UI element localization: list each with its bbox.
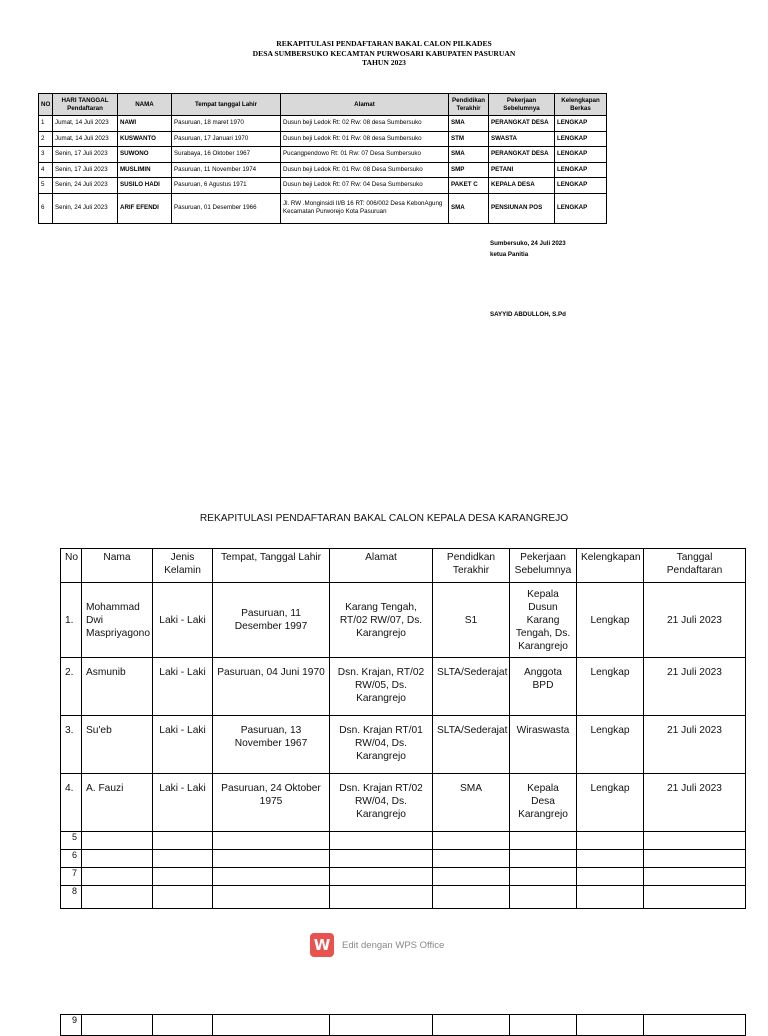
cell: SMA <box>449 147 489 163</box>
table-row <box>39 193 607 223</box>
table-row <box>39 131 607 147</box>
cell: Laki - Laki <box>153 658 213 716</box>
cell: Pasuruan, 13 November 1967 <box>213 716 330 774</box>
cell: PAKET C <box>449 178 489 194</box>
cell: LENGKAP <box>555 147 607 163</box>
cell: Pasuruan, 11 Desember 1997 <box>213 583 330 658</box>
cell <box>213 850 330 868</box>
next-page-table <box>60 1014 746 1036</box>
cell: Dusun beji Ledok Rt: 07 Rw: 04 Desa Sumbersuko <box>281 178 449 194</box>
cell <box>644 868 746 886</box>
cell: Pucangpendowo Rt: 01 Rw: 07 Desa Sumbersuko <box>281 147 449 163</box>
table-row <box>61 886 746 909</box>
cell: Lengkap <box>577 774 644 832</box>
cell: Dusun beji Ledok Rt: 01 Rw: 08 Desa Sumbersuko <box>281 162 449 178</box>
cell: 6 <box>39 193 53 223</box>
cell: LENGKAP <box>555 116 607 132</box>
cell: Mohammad Dwi Maspriyagono <box>82 583 153 658</box>
cell <box>433 886 510 909</box>
cell <box>330 832 433 850</box>
cell: Senin, 17 Juli 2023 <box>53 162 118 178</box>
cell: Jl. RW .Monginsidi II/B 16 RT: 006/002 Desa KebonAgung Kecamatan Purworejo Kota Pasuruan <box>281 193 449 223</box>
table-row <box>61 832 746 850</box>
cell: SWASTA <box>489 131 555 147</box>
col-header: Tanggal Pendaftaran <box>644 549 746 583</box>
cell: Dsn. Krajan RT/01 RW/04, Ds. Karangrejo <box>330 716 433 774</box>
col-header: Alamat <box>281 94 449 116</box>
cell: SMA <box>433 774 510 832</box>
cell <box>213 832 330 850</box>
table-row <box>61 868 746 886</box>
cell: Su'eb <box>82 716 153 774</box>
cell: LENGKAP <box>555 178 607 194</box>
cell: Senin, 24 Juli 2023 <box>53 178 118 194</box>
header-row <box>39 94 607 116</box>
cell: 9 <box>61 1015 82 1036</box>
table-row <box>61 850 746 868</box>
cell: Senin, 24 Juli 2023 <box>53 193 118 223</box>
cell <box>153 1015 213 1036</box>
cell: Anggota BPD <box>510 658 577 716</box>
cell: Asmunib <box>82 658 153 716</box>
cell <box>153 832 213 850</box>
cell: Surabaya, 16 Oktober 1967 <box>172 147 281 163</box>
cell <box>153 850 213 868</box>
cell <box>577 850 644 868</box>
cell <box>577 832 644 850</box>
col-header: Tempat, Tanggal Lahir <box>213 549 330 583</box>
cell: Kepala Dusun Karang Tengah, Ds. Karangrejo <box>510 583 577 658</box>
cell: PETANI <box>489 162 555 178</box>
cell <box>644 886 746 909</box>
table-row <box>61 658 746 716</box>
doc1-title <box>0 39 768 68</box>
cell <box>510 868 577 886</box>
cell: 8 <box>61 886 82 909</box>
cell <box>213 886 330 909</box>
header-row <box>61 549 746 583</box>
cell: Laki - Laki <box>153 583 213 658</box>
table-row <box>61 774 746 832</box>
cell <box>153 868 213 886</box>
cell <box>433 868 510 886</box>
cell <box>330 886 433 909</box>
cell <box>330 850 433 868</box>
col-header: No <box>61 549 82 583</box>
table-row <box>39 178 607 194</box>
cell: Lengkap <box>577 583 644 658</box>
cell: Dsn. Krajan, RT/02 RW/05, Ds. Karangrejo <box>330 658 433 716</box>
cell: SLTA/Sederajat <box>433 658 510 716</box>
cell: PENSIUNAN POS <box>489 193 555 223</box>
cell: Lengkap <box>577 716 644 774</box>
cell: MUSLIMIN <box>118 162 172 178</box>
cell: Karang Tengah, RT/02 RW/07, Ds. Karangrejo <box>330 583 433 658</box>
cell: 5 <box>39 178 53 194</box>
cell: 6 <box>61 850 82 868</box>
col-header: Tempat tanggal Lahir <box>172 94 281 116</box>
cell: Laki - Laki <box>153 716 213 774</box>
cell: STM <box>449 131 489 147</box>
cell: 21 Juli 2023 <box>644 716 746 774</box>
cell <box>82 850 153 868</box>
col-header: Jenis Kelamin <box>153 549 213 583</box>
cell <box>153 886 213 909</box>
cell: 2 <box>39 131 53 147</box>
col-header: Pendidikan Terakhir <box>449 94 489 116</box>
cell: Jumat, 14 Juli 2023 <box>53 116 118 132</box>
cell: 4. <box>61 774 82 832</box>
cell: NAWI <box>118 116 172 132</box>
cell <box>510 832 577 850</box>
cell: Pasuruan, 24 Oktober 1975 <box>213 774 330 832</box>
cell: Dusun beji Ledok Rt: 01 Rw: 08 desa Sumbersuko <box>281 131 449 147</box>
cell: 21 Juli 2023 <box>644 658 746 716</box>
table-row <box>39 147 607 163</box>
col-header: Pekerjaan Sebelumnya <box>489 94 555 116</box>
cell: Lengkap <box>577 658 644 716</box>
wps-logo-icon: W <box>310 933 334 957</box>
cell: KEPALA DESA <box>489 178 555 194</box>
cell: PERANGKAT DESA <box>489 116 555 132</box>
cell: Pasuruan, 04 Juni 1970 <box>213 658 330 716</box>
cell: Kepala Desa Karangrejo <box>510 774 577 832</box>
cell: 3. <box>61 716 82 774</box>
cell: 3 <box>39 147 53 163</box>
cell: PERANGKAT DESA <box>489 147 555 163</box>
cell <box>213 1015 330 1036</box>
cell: SUSILO HADI <box>118 178 172 194</box>
cell <box>510 850 577 868</box>
cell: 21 Juli 2023 <box>644 774 746 832</box>
cell <box>644 832 746 850</box>
cell: SUWONO <box>118 147 172 163</box>
col-header: Pendidkan Terakhir <box>433 549 510 583</box>
cell: Wiraswasta <box>510 716 577 774</box>
cell: ARIF EFENDI <box>118 193 172 223</box>
cell <box>433 832 510 850</box>
cell <box>644 1015 746 1036</box>
col-header: NAMA <box>118 94 172 116</box>
col-header: NO <box>39 94 53 116</box>
col-header: Nama <box>82 549 153 583</box>
wps-watermark-text: Edit dengan WPS Office <box>342 939 445 951</box>
col-header: Alamat <box>330 549 433 583</box>
table-row <box>61 583 746 658</box>
cell <box>644 850 746 868</box>
cell <box>82 832 153 850</box>
cell <box>510 1015 577 1036</box>
cell: Pasuruan, 18 maret 1970 <box>172 116 281 132</box>
cell: 1. <box>61 583 82 658</box>
doc1-title-line: DESA SUMBERSUKO KECAMTAN PURWOSARI KABUPATEN PASURUAN <box>252 48 516 58</box>
doc1-title-line: TAHUN 2023 <box>362 58 406 67</box>
col-header: Kelengkapan <box>577 549 644 583</box>
cell: Laki - Laki <box>153 774 213 832</box>
cell <box>433 1015 510 1036</box>
cell <box>330 868 433 886</box>
cell: KUSWANTO <box>118 131 172 147</box>
cell: 7 <box>61 868 82 886</box>
cell: SMP <box>449 162 489 178</box>
cell: LENGKAP <box>555 162 607 178</box>
col-header: Kelengkapan Berkas <box>555 94 607 116</box>
cell <box>577 886 644 909</box>
cell: S1 <box>433 583 510 658</box>
cell: Jumat, 14 Juli 2023 <box>53 131 118 147</box>
cell <box>577 1015 644 1036</box>
cell: Pasuruan, 6 Agustus 1971 <box>172 178 281 194</box>
cell <box>510 886 577 909</box>
cell: Pasuruan, 17 Januari 1970 <box>172 131 281 147</box>
cell: 4 <box>39 162 53 178</box>
cell: Dsn. Krajan RT/02 RW/04, Ds. Karangrejo <box>330 774 433 832</box>
wps-watermark[interactable] <box>310 933 444 957</box>
cell: SMA <box>449 116 489 132</box>
karangrejo-table <box>60 548 746 909</box>
table-row <box>39 162 607 178</box>
cell <box>82 868 153 886</box>
sumbersuko-table <box>38 93 607 224</box>
doc2-title: REKAPITULASI PENDAFTARAN BAKAL CALON KEPALA DESA KARANGREJO <box>199 513 569 524</box>
cell <box>213 868 330 886</box>
sign-place-date: Sumbersuko, 24 Juli 2023 <box>490 240 566 247</box>
doc1-title-line: REKAPITULASI PENDAFTARAN BAKAL CALON PILKADES <box>276 39 492 48</box>
cell: Pasuruan, 11 November 1974 <box>172 162 281 178</box>
col-header: HARI TANGGAL Pendaftaran <box>53 94 118 116</box>
cell <box>577 868 644 886</box>
cell: 1 <box>39 116 53 132</box>
cell <box>82 886 153 909</box>
cell: 21 Juli 2023 <box>644 583 746 658</box>
table-row <box>61 716 746 774</box>
cell <box>330 1015 433 1036</box>
table-row <box>61 1015 746 1036</box>
cell: Dusun beji Ledok Rt: 02 Rw: 08 desa Sumbersuko <box>281 116 449 132</box>
cell: 2. <box>61 658 82 716</box>
cell: SLTA/Sederajat <box>433 716 510 774</box>
sign-role: ketua Panitia <box>490 251 529 258</box>
table-row <box>39 116 607 132</box>
cell <box>433 850 510 868</box>
cell <box>82 1015 153 1036</box>
cell: A. Fauzi <box>82 774 153 832</box>
cell: Pasuruan, 01 Desember 1966 <box>172 193 281 223</box>
col-header: Pekerjaan Sebelumnya <box>510 549 577 583</box>
cell: 5 <box>61 832 82 850</box>
cell: LENGKAP <box>555 131 607 147</box>
cell: LENGKAP <box>555 193 607 223</box>
cell: SMA <box>449 193 489 223</box>
cell: Senin, 17 Juli 2023 <box>53 147 118 163</box>
sign-name: SAYYID ABDULLOH, S.Pd <box>490 311 566 318</box>
